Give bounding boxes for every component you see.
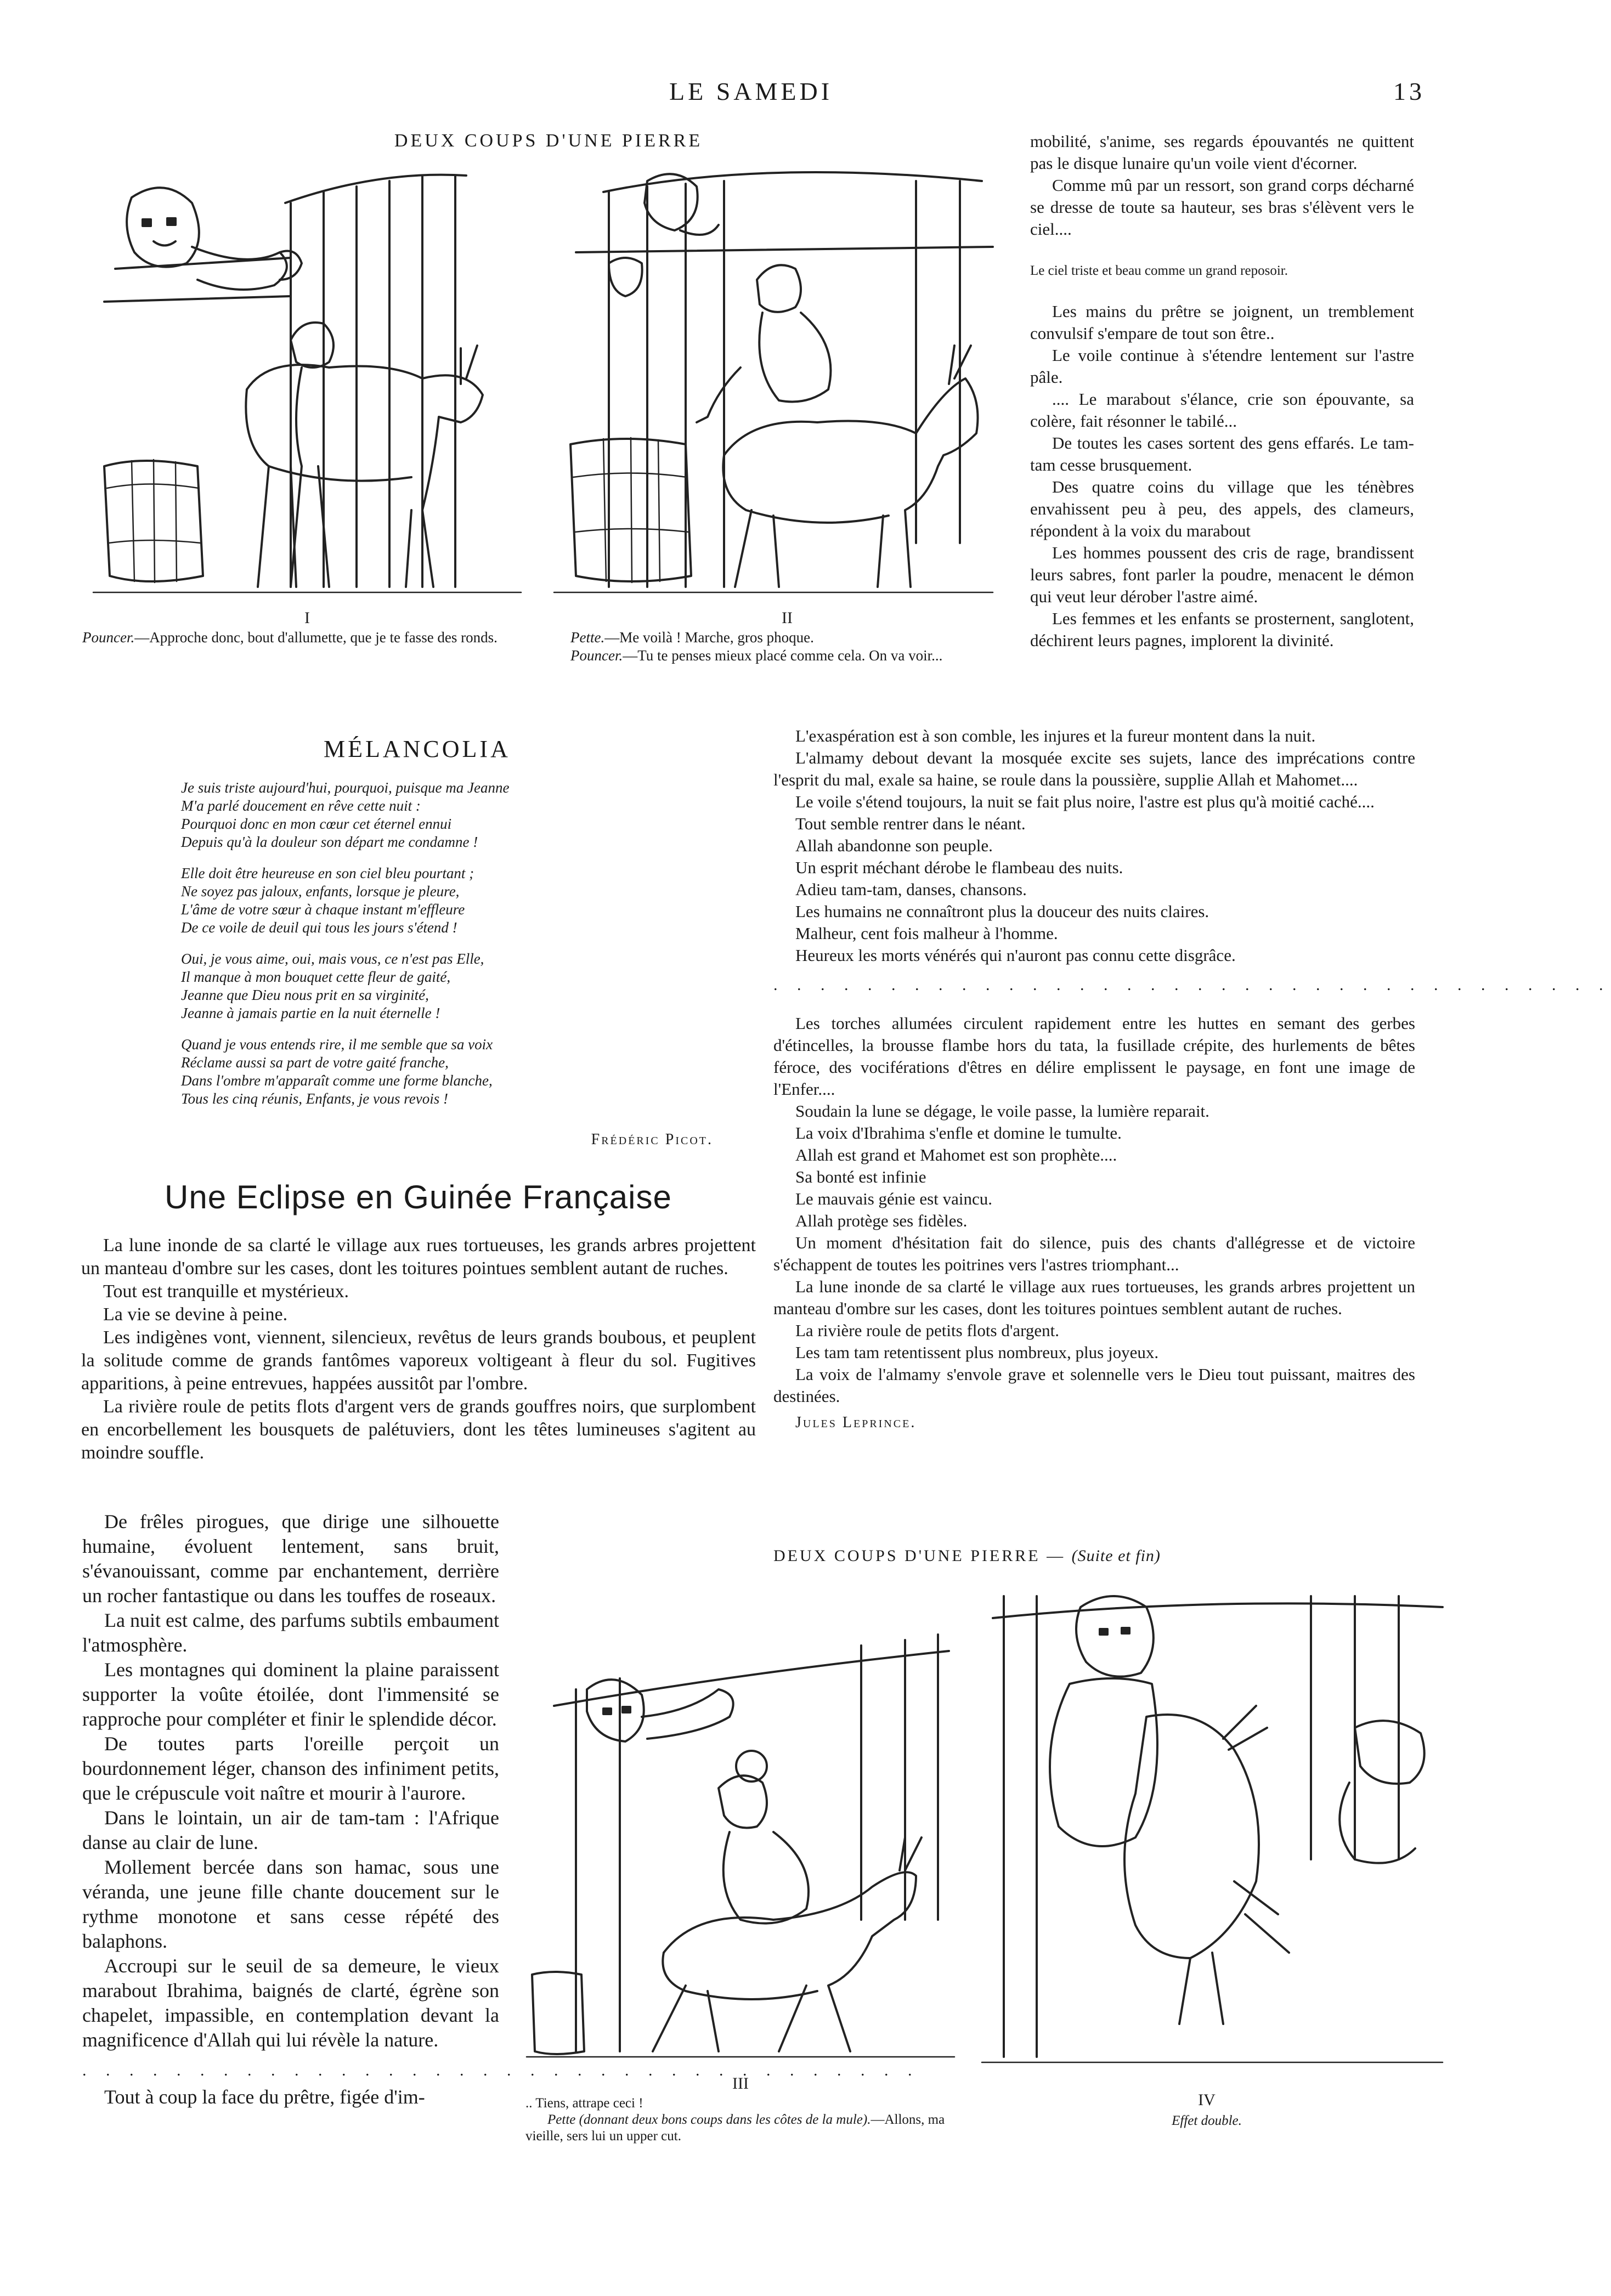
poem-body xyxy=(181,779,675,1121)
paragraph: Le voile continue à s'étendre lentement sur l'astre pâle. xyxy=(1030,346,1414,387)
article-title: Une Eclipse en Guinée Française xyxy=(165,1179,672,1215)
cartoon-bottom-title xyxy=(773,1547,1161,1565)
dots-divider: . . . . . . . . . . . . . . . . . . . . . . . . . . . . . . . . . . . . xyxy=(773,976,1611,994)
poem-stanza xyxy=(181,779,675,851)
panel-2-caption xyxy=(549,629,1020,665)
poem-line: Pourquoi donc en mon cœur cet éternel ennui xyxy=(181,816,452,832)
article-left-wide xyxy=(81,1234,756,1464)
paragraph: Le voile s'étend toujours, la nuit se fait plus noire, l'astre est plus qu'à moitié caché.... xyxy=(795,792,1375,811)
cartoon-panel-2-illustration xyxy=(543,159,1004,598)
paragraph: L'almamy debout devant la mosquée excite ses sujets, lance des imprécations contre l'esprit du mal, exale sa haine, se roule dans la poussière, supplie Allah et Mahomet.... xyxy=(773,748,1415,789)
paragraph: De toutes parts l'oreille perçoit un bourdonnement léger, chanson des infiniment petits, que le crépuscule voit naître et mourir à l'aurore. xyxy=(82,1733,499,1804)
poem-title: MÉLANCOLIA xyxy=(324,736,511,762)
quote: Le ciel triste et beau comme un grand reposoir. xyxy=(1030,263,1288,278)
panel-3-line-2: Pette (donnant deux bons coups dans les côtes de la mule).—Allons, ma vieille, sers lui un upper cut. xyxy=(525,2112,945,2144)
panel-2-line-2: Pouncer.—Tu te penses mieux placé comme cela. On va voir... xyxy=(570,647,943,664)
paragraph: Comme mû par un ressort, son grand corps décharné se dresse de toute sa hauteur, ses bras s'élèvent vers le ciel.... xyxy=(1030,176,1414,239)
paragraph: La voix de l'almamy s'envole grave et solennelle vers le Dieu tout puissant, maitres des destinées. xyxy=(773,1365,1415,1406)
line: Soudain la lune se dégage, le voile passe, la lumière reparait. xyxy=(795,1101,1209,1121)
line: Les tam tam retentissent plus nombreux, plus joyeux. xyxy=(795,1343,1159,1362)
line: Sa bonté est infinie xyxy=(795,1167,926,1186)
poem-stanza xyxy=(181,950,675,1022)
dots-divider: . . . . . . . . . . . . . . . . . . . . . . . . . . . . . . . . . . . . xyxy=(82,2061,920,2079)
poem-line: Réclame aussi sa part de votre gaité franche, xyxy=(181,1054,449,1071)
poem-line: Ne soyez pas jaloux, enfants, lorsque je pleure, xyxy=(181,883,460,900)
paragraph: La rivière roule de petits flots d'argent vers de grands gouffres noirs, que surplombent en encorbellement les bousquets de palétuviers, dont les têtes lumineuses s'agitent au moindre souffle. xyxy=(81,1396,756,1463)
panel-1-speaker: Pouncer. xyxy=(82,629,135,646)
poem-line: Oui, je vous aime, oui, mais vous, ce n'est pas Elle, xyxy=(181,951,484,967)
paragraph: De frêles pirogues, que dirige une silhouette humaine, évoluent lentement, sans bruit, s'évanouissant, comme par enchantement, derrière un rocher fantastique ou dans les touffes de roseaux. xyxy=(82,1511,499,1607)
cartoon-bottom-title-text: DEUX COUPS D'UNE PIERRE — xyxy=(773,1547,1066,1565)
line: Adieu tam-tam, danses, chansons. xyxy=(795,880,1027,899)
panel-3-line-1: .. Tiens, attrape ceci ! xyxy=(525,2096,643,2111)
paragraph: Les femmes et les enfants se prosternent, sanglotent, déchirent leurs pagnes, implorent la divinité. xyxy=(1030,609,1414,650)
article-right-wide xyxy=(773,725,1611,1434)
poem-stanza xyxy=(181,864,675,937)
article-author: Jules Leprince. xyxy=(795,1414,917,1431)
panel-2-line-1: Pette.—Me voilà ! Marche, gros phoque. xyxy=(570,629,814,646)
poem-line: Dans l'ombre m'apparaît comme une forme blanche, xyxy=(181,1072,493,1089)
panel-1-caption xyxy=(82,629,570,647)
paragraph: mobilité, s'anime, ses regards épouvantés ne quittent pas le disque lunaire qu'un voile vient d'écorner. xyxy=(1030,132,1414,173)
paragraph: .... Le marabout s'élance, crie son épouvante, sa colère, fait résonner le tabilé... xyxy=(1030,389,1414,431)
paragraph: La nuit est calme, des parfums subtils embaument l'atmosphère. xyxy=(82,1609,499,1656)
running-head: LE SAMEDI xyxy=(669,77,833,105)
page-number: 13 xyxy=(1393,77,1425,105)
poem-line: Je suis triste aujourd'hui, pourquoi, puisque ma Jeanne xyxy=(181,779,510,796)
poem-line: Il manque à mon bouquet cette fleur de gaité, xyxy=(181,969,451,985)
line: Tout semble rentrer dans le néant. xyxy=(795,814,1026,833)
panel-1-numeral: I xyxy=(304,609,310,627)
paragraph: La lune inonde de sa clarté le village aux rues tortueuses, les grands arbres projettent un manteau d'ombre sur les cases, dont les toitures pointues semblent autant de ruches. xyxy=(81,1235,756,1279)
line: Malheur, cent fois malheur à l'homme. xyxy=(795,924,1058,943)
line: Allah protège ses fidèles. xyxy=(795,1211,968,1230)
line: La voix d'Ibrahima s'enfle et domine le tumulte. xyxy=(795,1123,1122,1143)
panel-4-caption: Effet double. xyxy=(1172,2113,1242,2128)
poem-line: Quand je vous entends rire, il me semble que sa voix xyxy=(181,1036,493,1053)
paragraph: Un moment d'hésitation fait do silence, puis des chants d'allégresse et de victoire s'échappent de toutes les poitrines vers l'astres triomphant... xyxy=(773,1233,1415,1274)
paragraph: Tout est tranquille et mystérieux. xyxy=(103,1281,349,1302)
line: Les humains ne connaîtront plus la douceur des nuits claires. xyxy=(795,902,1209,921)
cartoon-panel-4-illustration xyxy=(971,1574,1454,2068)
poem-line: Elle doit être heureuse en son ciel bleu pourtant ; xyxy=(181,865,474,881)
line: Allah abandonne son peuple. xyxy=(795,836,993,855)
line: Un esprit méchant dérobe le flambeau des nuits. xyxy=(795,858,1123,877)
paragraph: Des quatre coins du village que les ténèbres envahissent peu à peu, des appels, des clameurs, répondent à la voix du marabout xyxy=(1030,477,1414,540)
poem-line: Depuis qu'à la douleur son départ me condamne ! xyxy=(181,834,478,850)
paragraph: Les torches allumées circulent rapidement entre les huttes en semant des gerbes d'étincelles, la brousse flambe hors du tata, la fusillade crépite, des hurlements de bêtes féroce, des vociférations d'êtres en délire emplissent le paysage, en font une image de l'Enfer.... xyxy=(773,1014,1415,1099)
paragraph: L'exaspération est à son comble, les injures et la fureur montent dans la nuit. xyxy=(795,726,1316,745)
poem-author: Frédéric Picot. xyxy=(591,1131,713,1148)
line: Allah est grand et Mahomet est son prophète.... xyxy=(795,1145,1117,1164)
paragraph: Les indigènes vont, viennent, silencieux, revêtus de leurs grands boubous, et peuplent la solitude comme de grands fantômes vaporeux voltigeant à fleur du sol. Fugitives apparitions, à peine entrevues, happées aussitôt par l'ombre. xyxy=(81,1327,756,1394)
panel-1-text: —Approche donc, bout d'allumette, que je te fasse des ronds. xyxy=(134,629,498,646)
poem-line: Tous les cinq réunis, Enfants, je vous revois ! xyxy=(181,1090,448,1107)
poem-line: L'âme de votre sœur à chaque instant m'effleure xyxy=(181,901,465,918)
panel-3-numeral: III xyxy=(732,2074,749,2093)
paragraph: Dans le lointain, un air de tam-tam : l'Afrique danse au clair de lune. xyxy=(82,1807,499,1853)
line: Le mauvais génie est vaincu. xyxy=(795,1189,992,1208)
paragraph: Les hommes poussent des cris de rage, brandissent leurs sabres, font parler la poudre, menacent le démon qui veut leur dérober l'astre aimé. xyxy=(1030,543,1414,606)
poem-line: M'a parlé doucement en rêve cette nuit : xyxy=(181,798,421,814)
poem-stanza xyxy=(181,1036,675,1108)
line: Heureux les morts vénérés qui n'auront pas connu cette disgrâce. xyxy=(795,946,1236,965)
paragraph: Mollement bercée dans son hamac, sous une véranda, une jeune fille chante doucement sur le rythme monotone et sans cesse répété des balaphons. xyxy=(82,1856,499,1952)
paragraph: Tout à coup la face du prêtre, figée d'im- xyxy=(104,2086,425,2108)
cartoon-panel-1-illustration xyxy=(82,159,532,598)
poem-line: Jeanne que Dieu nous prit en sa virginité, xyxy=(181,987,429,1003)
line: La rivière roule de petits flots d'argent. xyxy=(795,1321,1060,1340)
panel-2-numeral: II xyxy=(782,609,793,627)
cartoon-bottom-title-suffix: (Suite et fin) xyxy=(1071,1547,1161,1565)
poem-line: Jeanne à jamais partie en la nuit éternelle ! xyxy=(181,1005,440,1021)
paragraph: La lune inonde de sa clarté le village aux rues tortueuses, les grands arbres projettent un manteau d'ombre sur les cases, dont les toitures pointues semblent autant de ruches. xyxy=(773,1277,1415,1318)
cartoon-panel-3-illustration xyxy=(521,1580,960,2062)
paragraph: Les mains du prêtre se joignent, un tremblement convulsif s'empare de tout son être.. xyxy=(1030,302,1414,343)
paragraph: Les montagnes qui dominent la plaine paraissent supporter la voûte étoilée, dont l'immensité se rapproche pour compléter et finir le splendide décor. xyxy=(82,1659,499,1730)
cartoon-top-title: DEUX COUPS D'UNE PIERRE xyxy=(394,131,703,151)
paragraph: De toutes les cases sortent des gens effarés. Le tam-tam cesse brusquement. xyxy=(1030,433,1414,474)
paragraph: Accroupi sur le seuil de sa demeure, le vieux marabout Ibrahima, baignés de clarté, égrène son chapelet, impassible, en contemplation devant la magnificence d'Allah qui lui révèle la nature. xyxy=(82,1955,499,2051)
poem-line: De ce voile de deuil qui tous les jours s'étend ! xyxy=(181,919,457,936)
article-right-top xyxy=(1030,131,1414,652)
panel-4-numeral: IV xyxy=(1198,2091,1216,2109)
panel-3-caption xyxy=(525,2095,981,2145)
paragraph: La vie se devine à peine. xyxy=(103,1304,288,1325)
